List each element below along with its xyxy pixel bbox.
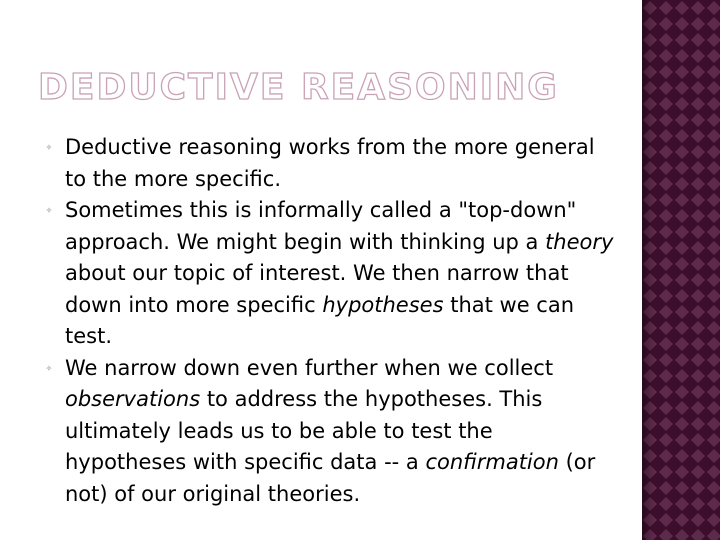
bullet-text: Deductive reasoning works from the more general to the more specific.	[65, 135, 595, 191]
bullet-text: We narrow down even further when we collect	[65, 355, 554, 380]
bullet-marker-icon: ✧	[45, 143, 53, 152]
bullet-text: to address the hypotheses. This ultimately leads us to be able to test the hypotheses with specific data -- a	[65, 387, 543, 474]
decorative-side-panel	[642, 0, 720, 540]
bullet-marker-icon: ✧	[45, 363, 53, 373]
diamond-pattern	[642, 0, 720, 540]
bullet-text: Sometimes this is informally called a "top-down" approach. We might begin with thinking up a	[65, 198, 577, 254]
bullet-text: that we can test.	[65, 292, 575, 348]
bullet-list	[44, 132, 616, 510]
emphasized-term: confirmation	[425, 450, 559, 474]
bullet-text: (or not) of our original theories.	[65, 450, 596, 506]
emphasized-term: theory	[545, 229, 614, 254]
emphasized-term: observations	[65, 387, 201, 411]
bullet-text: about our topic of interest. We then narrow that down into more specific	[65, 261, 569, 317]
slide-title: DEDUCTIVE REASONING	[38, 67, 559, 108]
bullet-item	[44, 195, 616, 353]
bullet-item	[44, 353, 616, 511]
emphasized-term: hypotheses	[322, 292, 444, 317]
bullet-item	[44, 132, 616, 195]
bullet-marker-icon: ✧	[45, 206, 53, 215]
